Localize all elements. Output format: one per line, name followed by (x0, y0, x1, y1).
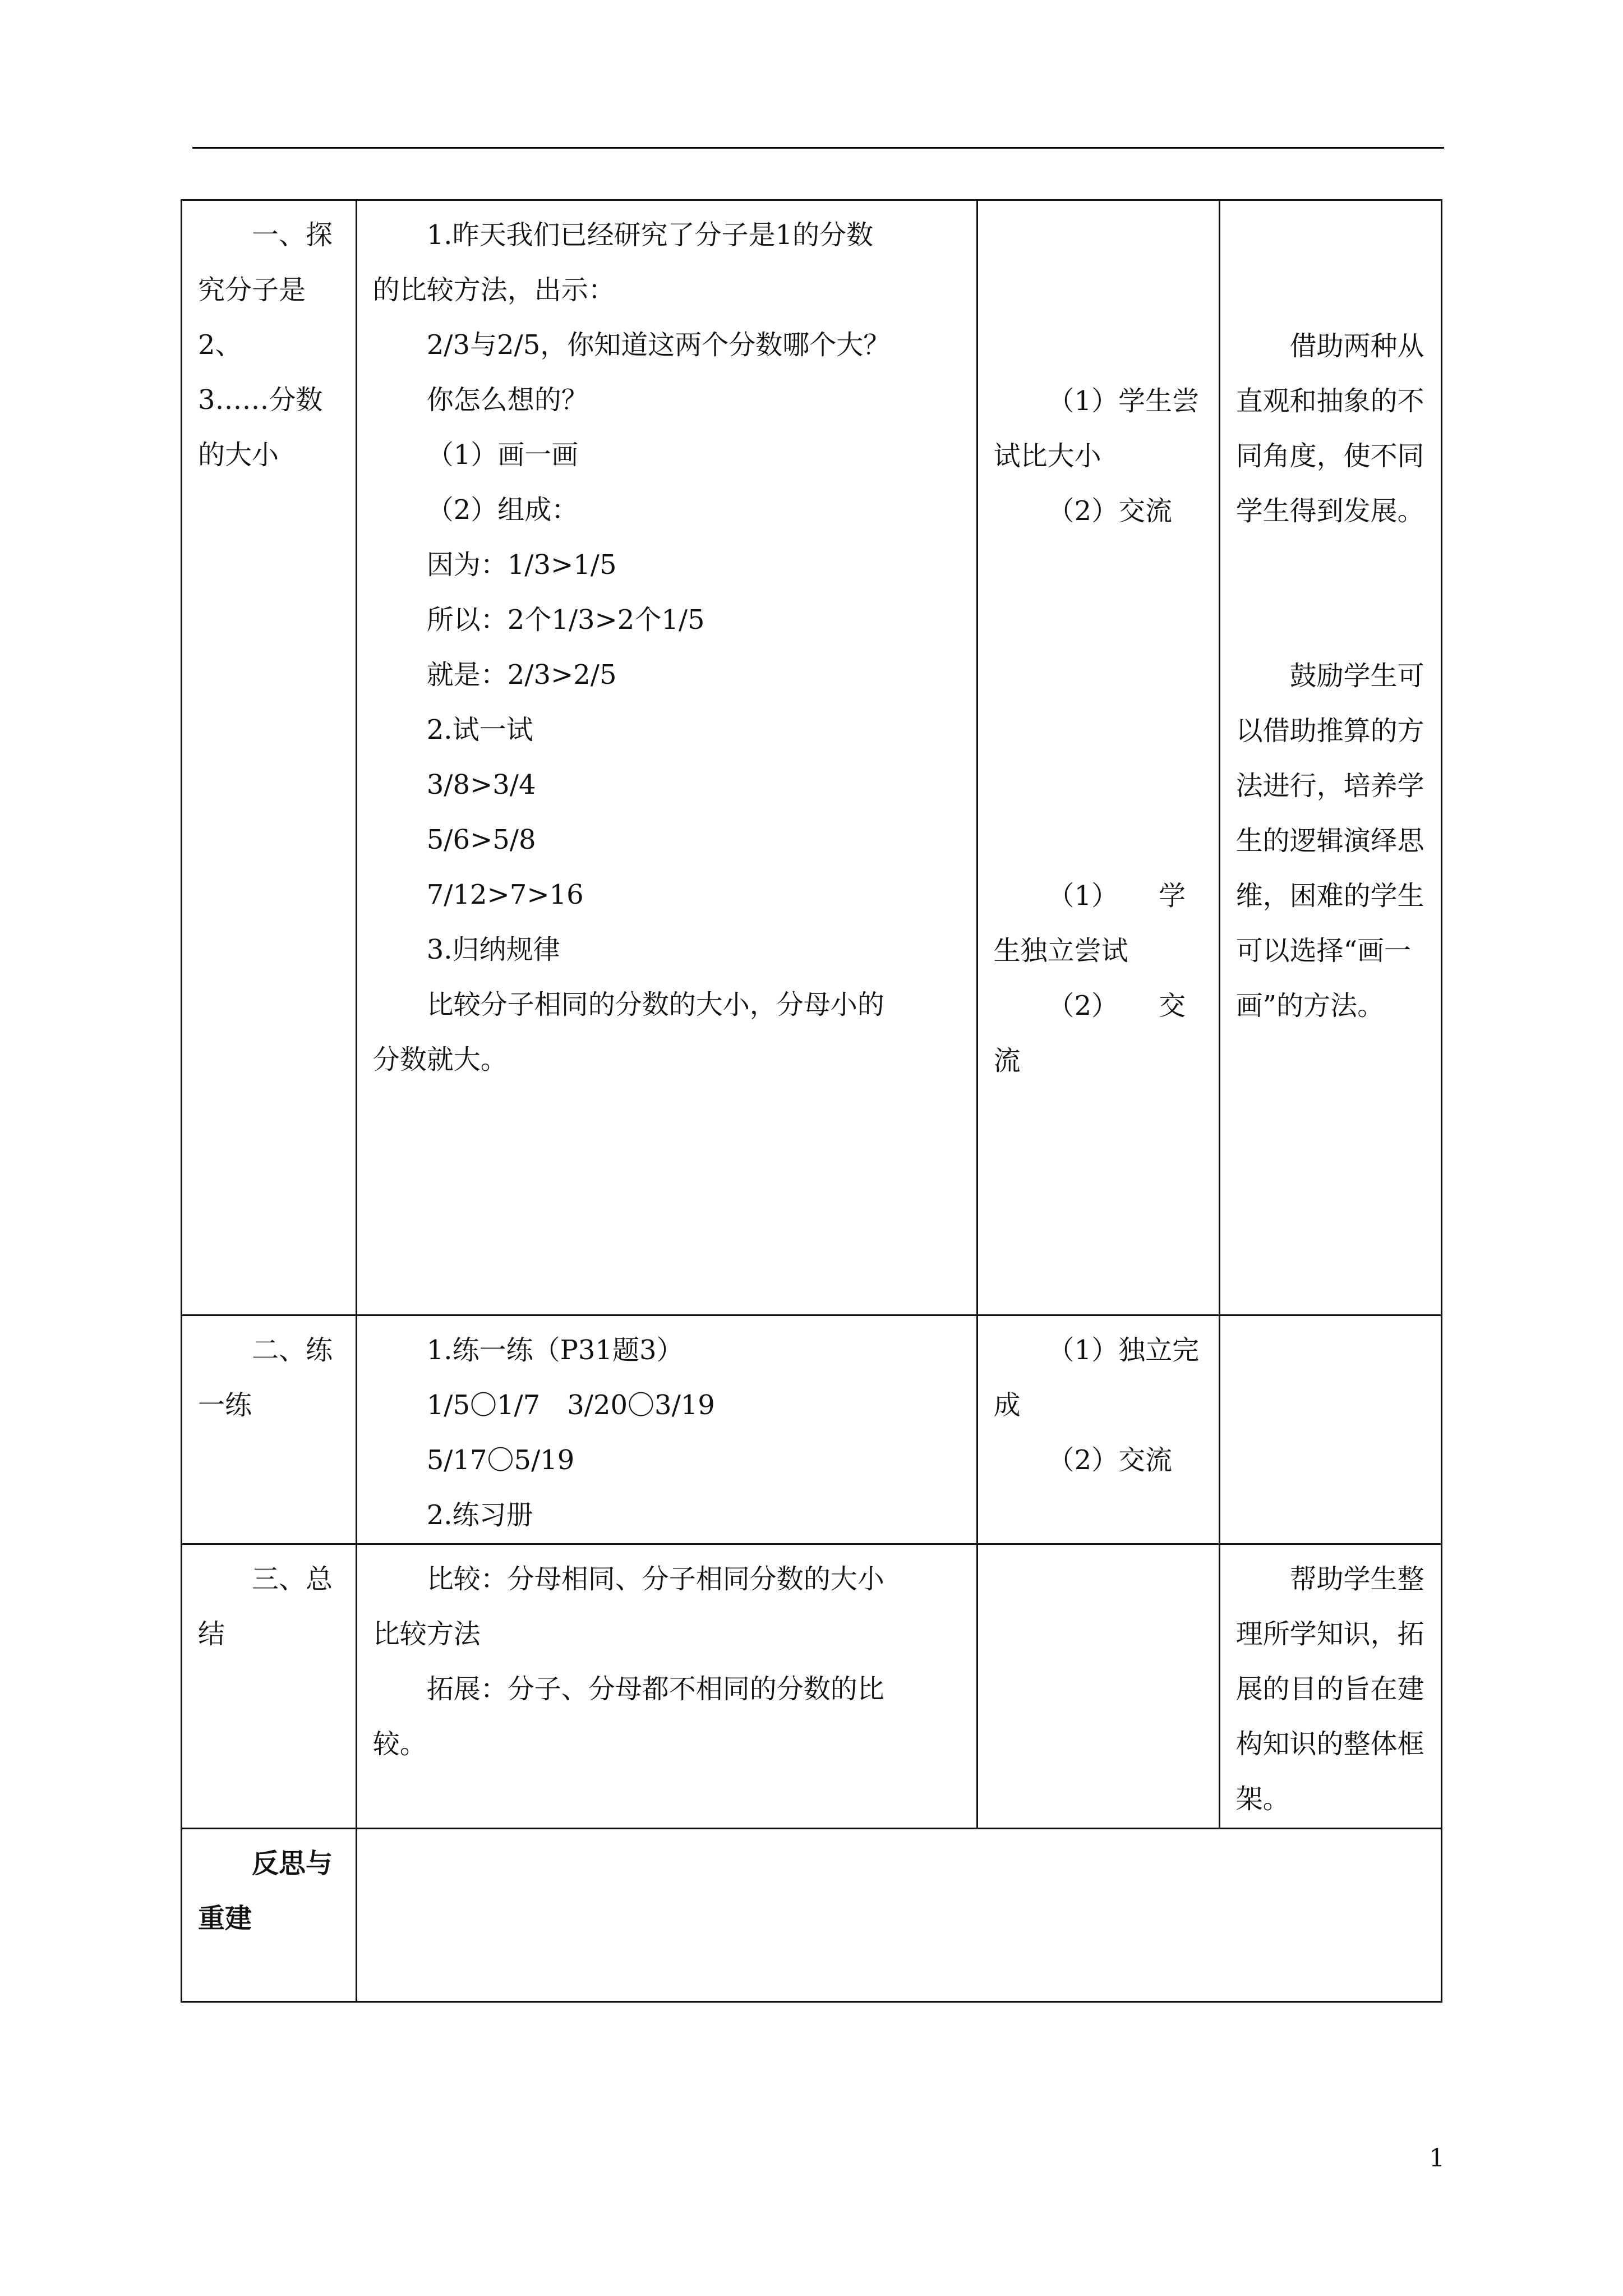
stage-line: 反思与 (252, 1848, 333, 1879)
intent-line: 生的逻辑演绎思 (1235, 825, 1424, 857)
intent-cell (1219, 1544, 1441, 1829)
student-line: 试比大小 (993, 440, 1101, 472)
intent-cell (1219, 200, 1441, 1315)
process-line: 分数就大。 (372, 1044, 508, 1075)
stage-cell (182, 200, 357, 1315)
intent-line: 架。 (1235, 1783, 1290, 1815)
process-line: 比较方法 (372, 1618, 481, 1650)
stage-line: 重建 (198, 1903, 252, 1934)
student-line: 生独立尝试 (993, 935, 1128, 967)
student-line: 成 (993, 1389, 1021, 1421)
student-cell (977, 200, 1219, 1315)
stage-line: 3……分数 (198, 384, 323, 416)
intent-line: 维，困难的学生 (1235, 880, 1424, 912)
process-line: 1.昨天我们已经研究了分子是1的分数 (426, 219, 874, 251)
table-row (182, 1544, 1442, 1829)
student-line: （1）独立完 (1047, 1335, 1200, 1366)
process-line: 5/6>5/8 (426, 824, 536, 855)
process-line: 较。 (372, 1728, 427, 1760)
process-cell (356, 1544, 977, 1829)
student-line: （2） 交 (1047, 990, 1186, 1022)
process-line: （2）组成： (426, 494, 579, 526)
process-line: 3/8>3/4 (426, 769, 536, 800)
process-line: 1/5〇1/7 3/20〇3/19 (426, 1389, 715, 1421)
stage-cell (182, 1315, 357, 1544)
process-line: 3.归纳规律 (426, 934, 560, 965)
header-rule (192, 147, 1444, 149)
intent-line: 学生得到发展。 (1235, 495, 1424, 527)
process-line: 2.试一试 (426, 714, 533, 746)
process-line: 2/3与2/5，你知道这两个分数哪个大？ (426, 329, 891, 361)
process-line: 1.练一练（P31题3） (426, 1335, 684, 1366)
intent-line: 构知识的整体框 (1235, 1728, 1424, 1760)
process-line: 的比较方法，出示： (372, 274, 615, 306)
stage-line: 一练 (198, 1389, 252, 1421)
table-row (182, 200, 1442, 1315)
table-row (182, 1829, 1442, 2002)
intent-line: 同角度，使不同 (1235, 440, 1424, 472)
process-line: 所以：2个1/3>2个1/5 (426, 604, 705, 636)
stage-line: 的大小 (198, 439, 279, 471)
intent-line: 鼓励学生可 (1289, 660, 1424, 692)
process-line: 你怎么想的？ (426, 384, 588, 416)
reflection-content-cell (356, 1829, 1441, 2002)
intent-line: 帮助学生整 (1289, 1563, 1424, 1595)
process-cell (356, 200, 977, 1315)
stage-line: 结 (198, 1618, 225, 1650)
student-line: （1） 学 (1047, 880, 1186, 912)
process-line: 7/12>7>16 (426, 879, 584, 910)
intent-line: 展的目的旨在建 (1235, 1673, 1424, 1705)
student-cell (977, 1315, 1219, 1544)
stage-line: 三、总 (252, 1563, 333, 1595)
table-row (182, 1315, 1442, 1544)
page-number: 1 (1429, 2144, 1445, 2173)
stage-line: 二、练 (252, 1335, 333, 1366)
process-line: 因为：1/3>1/5 (426, 549, 617, 581)
student-cell (977, 1544, 1219, 1829)
reflection-label-cell (182, 1829, 357, 2002)
intent-line: 画”的方法。 (1235, 990, 1385, 1022)
process-line: 比较分子相同的分数的大小，分母小的 (426, 989, 884, 1020)
stage-line: 一、探 (252, 219, 333, 251)
intent-line: 理所学知识，拓 (1235, 1618, 1424, 1650)
process-line: 比较：分母相同、分子相同分数的大小 (426, 1563, 884, 1595)
process-line: 5/17〇5/19 (426, 1444, 575, 1476)
intent-line: 以借助推算的方 (1235, 715, 1424, 747)
process-line: 2.练习册 (426, 1499, 533, 1531)
process-line: 就是：2/3>2/5 (426, 659, 617, 691)
intent-line: 直观和抽象的不 (1235, 385, 1424, 417)
stage-cell (182, 1544, 357, 1829)
process-line: 拓展：分子、分母都不相同的分数的比 (426, 1673, 884, 1705)
student-line: （2）交流 (1047, 1444, 1173, 1476)
student-line: （1）学生尝 (1047, 385, 1200, 417)
student-line: 流 (993, 1045, 1021, 1076)
intent-line: 法进行，培养学 (1235, 770, 1424, 802)
intent-cell (1219, 1315, 1441, 1544)
process-line: （1）画一画 (426, 439, 579, 471)
student-line: （2）交流 (1047, 495, 1173, 527)
process-cell (356, 1315, 977, 1544)
stage-line: 究分子是2、 (198, 274, 306, 361)
intent-line: 借助两种从 (1289, 330, 1424, 362)
lesson-plan-table (181, 199, 1442, 2003)
intent-line: 可以选择“画一 (1235, 935, 1412, 967)
